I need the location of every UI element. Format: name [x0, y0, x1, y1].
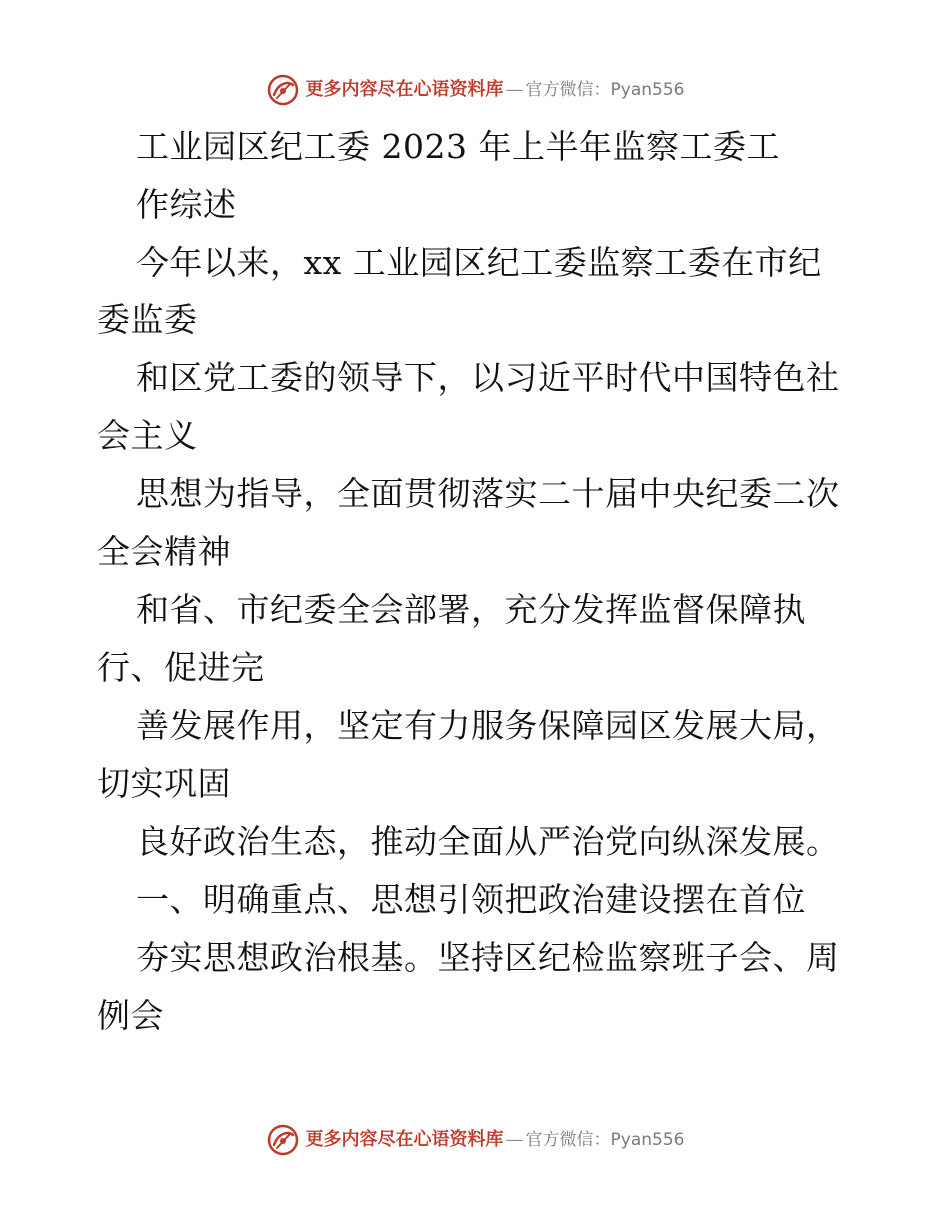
paragraph-line: 良好政治生态，推动全面从严治党向纵深发展。: [136, 822, 840, 861]
paragraph-line: 会主义: [97, 416, 198, 455]
paragraph-line: 夯实思想政治根基。坚持区纪检监察班子会、周: [136, 938, 840, 977]
header-contact-text: 官方微信：Pyan556: [525, 79, 685, 100]
paragraph-line: 委监委: [97, 300, 198, 339]
paragraph-line: 行、促进完: [97, 648, 265, 687]
section-heading: 一、明确重点、思想引领把政治建设摆在首位: [136, 880, 806, 919]
title-line-2: 作综述: [136, 185, 237, 224]
header-banner-text: [306, 81, 685, 99]
paragraph-line: 全会精神: [97, 532, 231, 571]
paragraph-line: 和区党工委的领导下，以习近平时代中国特色社: [136, 358, 840, 397]
header-separator: —: [505, 79, 524, 100]
paragraph-line: 例会: [97, 996, 164, 1035]
brand-logo-icon: [266, 1123, 300, 1157]
paragraph-line: 和省、市纪委全会部署，充分发挥监督保障执: [136, 590, 806, 629]
brand-logo-icon: [266, 73, 300, 107]
header-brand-text: 更多内容尽在心语资料库: [305, 79, 504, 100]
title-line-1: 工业园区纪工委 2023 年上半年监察工委工: [136, 127, 780, 166]
footer-contact-text: 官方微信：Pyan556: [525, 1129, 685, 1150]
footer-banner-text: [306, 1131, 685, 1149]
header-banner: [0, 70, 950, 110]
paragraph-line: 善发展作用，坚定有力服务保障园区发展大局，: [136, 706, 840, 745]
footer-brand-text: 更多内容尽在心语资料库: [305, 1129, 504, 1150]
footer-separator: —: [505, 1129, 524, 1150]
paragraph-line: 切实巩固: [97, 764, 231, 803]
paragraph-line: 思想为指导，全面贯彻落实二十届中央纪委二次: [136, 474, 840, 513]
paragraph-line: 今年以来，xx 工业园区纪工委监察工委在市纪: [136, 243, 822, 282]
footer-banner: [0, 1120, 950, 1160]
